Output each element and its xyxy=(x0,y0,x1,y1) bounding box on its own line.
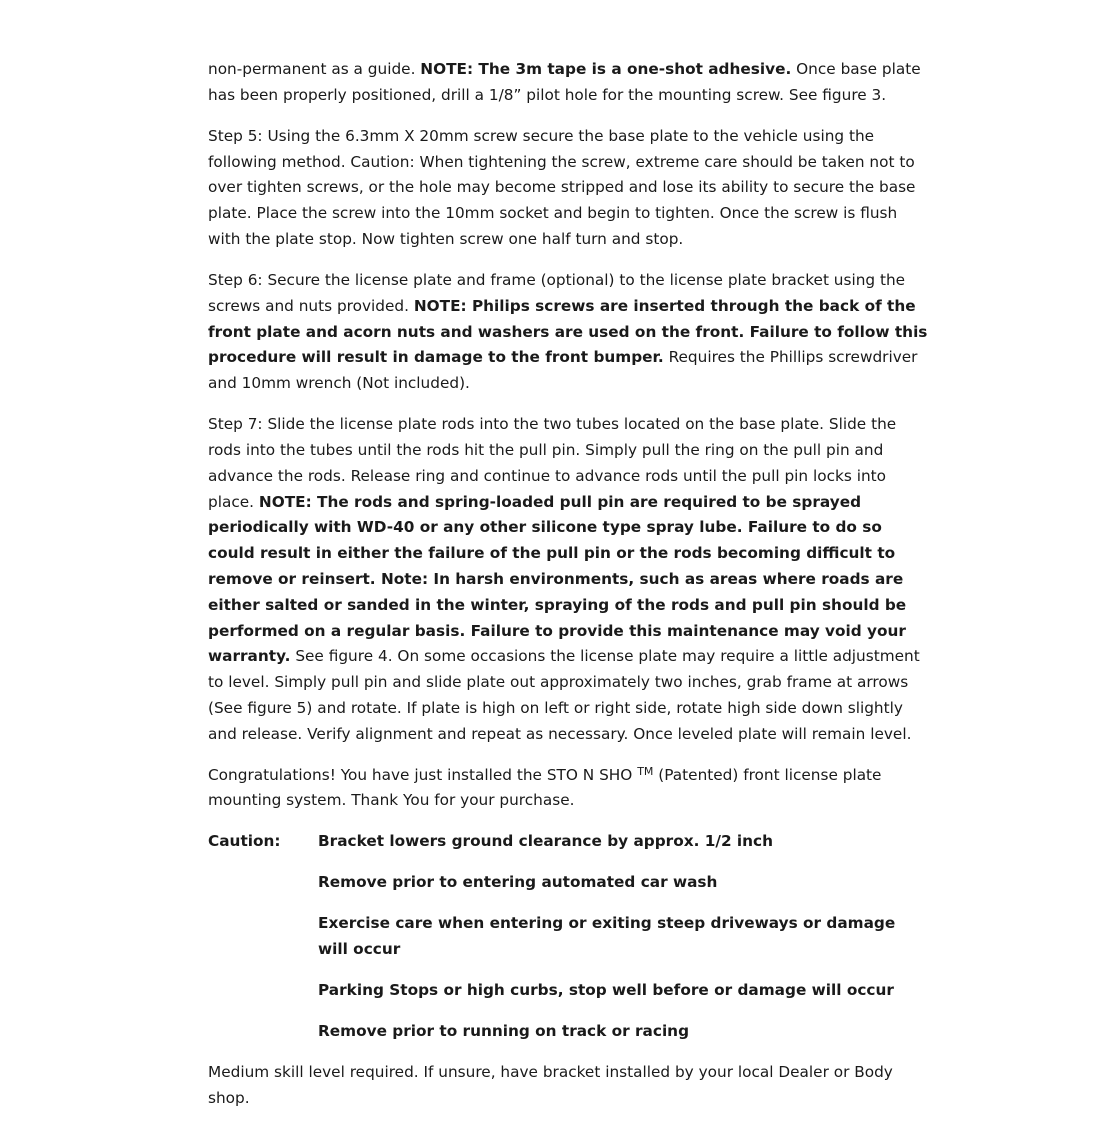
caution-label-spacer xyxy=(208,1019,318,1045)
caution-label-spacer xyxy=(208,911,318,963)
paragraph-text: Once base plate has been properly positioned, drill a 1/8” pilot hole for the mounting screw. See figure 3. xyxy=(208,60,921,104)
trademark-mark: TM xyxy=(637,764,654,778)
congratulations-text-tail: (Patented) front license plate mounting system. Thank You for your purchase. xyxy=(208,765,882,810)
caution-item: Parking Stops or high curbs, stop well before or damage will occur xyxy=(318,981,894,1000)
step-5-text: Step 5: Using the 6.3mm X 20mm screw secure the base plate to the vehicle using the following method. Caution: When tightening the screw, extreme care should be taken not to over tighten screws, or the hole may become stripped and lose its ability to secure the base plate. Place the screw into the 10mm socket and begin to tighten. Once the screw is flush with the plate stop. Now tighten screw one half turn and stop. xyxy=(208,126,916,248)
paragraph-base-plate-positioning xyxy=(208,57,928,109)
note-tape-adhesive: NOTE: The 3m tape is a one-shot adhesive. xyxy=(420,60,792,78)
caution-row xyxy=(208,829,928,855)
paragraph-closing xyxy=(208,1060,928,1112)
step-6-text: Step 6: Secure the license plate and frame (optional) to the license plate bracket using the screws and nuts provided. xyxy=(208,270,906,315)
step-7-text: Step 7: Slide the license plate rods into the two tubes located on the base plate. Slide the rods into the tubes until the rods hit the pull pin. Simply pull the ring on the pull pin and advance the rods. Release ring and continue to advance rods until the pull pin locks into place. xyxy=(208,415,897,511)
note-philips-screws: NOTE: Philips screws are inserted through the back of the front plate and acorn nuts and washers are used on the front. Failure to follow this procedure will result in damage to the front bumper. xyxy=(208,296,928,367)
caution-label: Caution: xyxy=(208,832,281,851)
step-6-text-tail: Requires the Phillips screwdriver and 10mm wrench (Not included). xyxy=(208,348,918,393)
paragraph-step-5 xyxy=(208,124,928,253)
closing-text: Medium skill level required. If unsure, have bracket installed by your local Dealer or Body shop. xyxy=(208,1063,893,1107)
caution-item: Remove prior to running on track or racing xyxy=(318,1022,690,1041)
caution-item: Remove prior to entering automated car wash xyxy=(318,873,718,892)
paragraph-step-6 xyxy=(208,268,928,397)
paragraph-text: non-permanent as a guide. xyxy=(208,60,421,78)
caution-label-spacer xyxy=(208,870,318,896)
paragraph-congratulations xyxy=(208,763,928,815)
caution-label-spacer xyxy=(208,978,318,1004)
caution-item: Exercise care when entering or exiting steep driveways or damage will occur xyxy=(318,914,896,959)
congratulations-text: Congratulations! You have just installed the STO N SHO xyxy=(208,765,638,784)
caution-row xyxy=(208,870,928,896)
caution-row xyxy=(208,911,928,963)
caution-row xyxy=(208,978,928,1004)
step-7-text-tail: See figure 4. On some occasions the license plate may require a little adjustment to level. Simply pull pin and slide plate out approximately two inches, grab frame at arrows (See figure 5) and rotate. If plate is high on left or right side, rotate high side down slightly and release. Verify alignment and repeat as necessary. Once leveled plate will remain level. xyxy=(208,647,920,743)
document-page xyxy=(208,57,928,1127)
note-spray-lube: NOTE: The rods and spring-loaded pull pin are required to be sprayed periodically with WD-40 or any other silicone type spray lube. Failure to do so could result in either the failure of the pull pin or the rods becoming difficult to remove or reinsert. Note: In harsh environments, such as areas where roads are either salted or sanded in the winter, spraying of the rods and pull pin should be performed on a regular basis. Failure to provide this maintenance may void your warranty. xyxy=(208,492,907,666)
paragraph-step-7 xyxy=(208,412,928,747)
caution-item: Bracket lowers ground clearance by approx. 1/2 inch xyxy=(318,832,774,851)
caution-row xyxy=(208,1019,928,1045)
